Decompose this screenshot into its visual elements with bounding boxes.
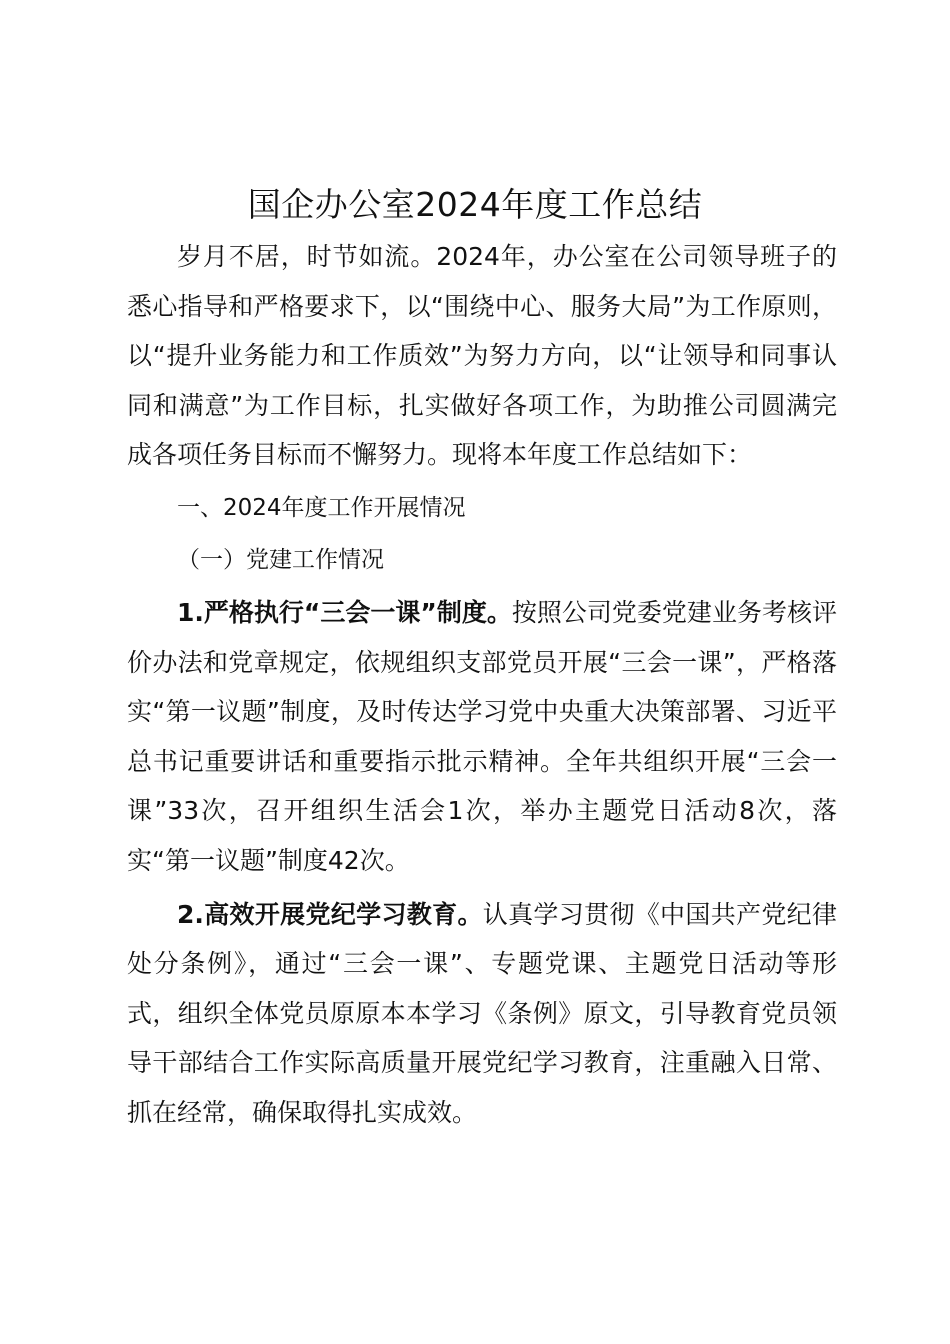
document-body (127, 232, 837, 1138)
subsection-heading: （一）党建工作情况 (177, 546, 384, 573)
item-paragraph-2 (127, 890, 837, 1138)
item-paragraph-1 (127, 588, 837, 886)
intro-paragraph: 岁月不居，时节如流。2024年，办公室在公司领导班子的悉心指导和严格要求下，以“围绕中心、服务大局”为工作原则，以“提升业务能力和工作质效”为努力方向，以“让领导和同事认同和满意”为工作目标，扎实做好各项工作，为助推公司圆满完成各项任务目标而不懈努力。现将本年度工作总结如下： (127, 242, 837, 470)
item-text-2: 认真学习贯彻《中国共产党纪律处分条例》，通过“三会一课”、专题党课、主题党日活动等形式，组织全体党员原原本本学习《条例》原文，引导教育党员领导干部结合工作实际高质量开展党纪学习教育，注重融入日常、抓在经常，确保取得扎实成效。 (127, 899, 837, 1127)
item-lead-1: 1.严格执行“三会一课”制度。 (177, 597, 512, 627)
item-lead-2: 2.高效开展党纪学习教育。 (177, 899, 483, 929)
section-heading: 一、2024年度工作开展情况 (177, 494, 466, 521)
item-text-1: 按照公司党委党建业务考核评价办法和党章规定，依规组织支部党员开展“三会一课”，严格落实“第一议题”制度，及时传达学习党中央重大决策部署、习近平总书记重要讲话和重要指示批示精神。全年共组织开展“三会一课”33次，召开组织生活会1次，举办主题党日活动8次，落实“第一议题”制度42次。 (127, 597, 837, 875)
document-title: 国企办公室2024年度工作总结 (247, 185, 703, 224)
